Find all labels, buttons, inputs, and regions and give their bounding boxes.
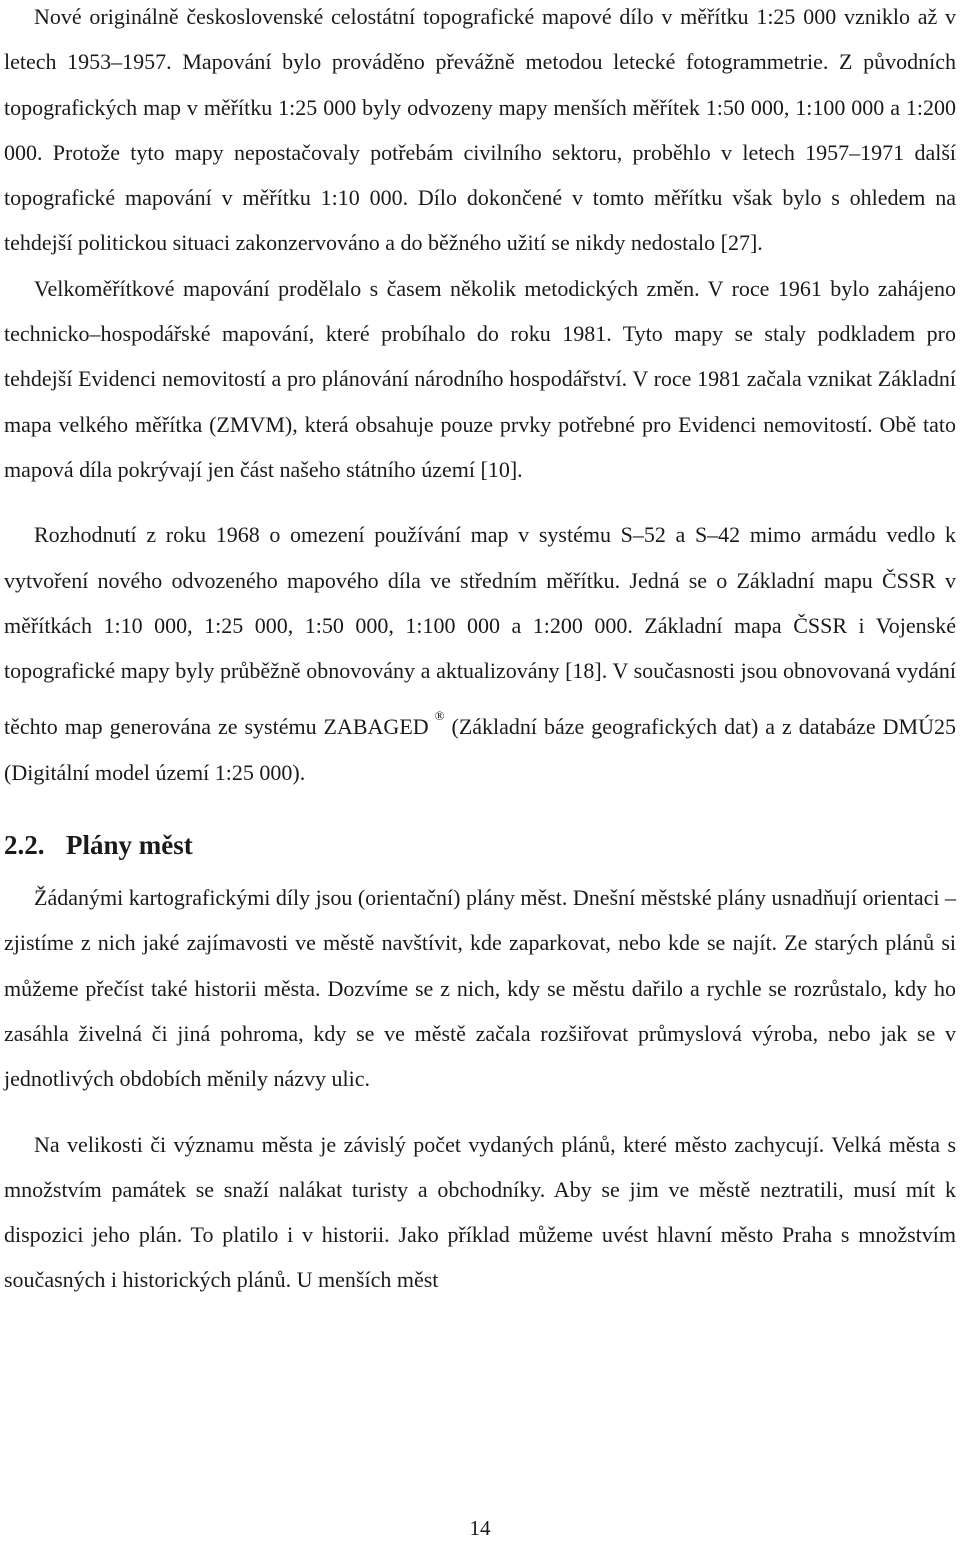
paragraph-zabaged-text-before: Rozhodnutí z roku 1968 o omezení používání map v systému S–52 a S–42 mimo armádu vedlo k vytvoření nového odvozeného mapového díla ve středním měřítku. Jedná se o Základní mapu ČSSR v měřítkách 1:10 000, 1:25 000, 1:50 000, 1:100 000 a 1:200 000. Základní mapa ČSSR i Vojenské topografické mapy byly průběžně obnovovány a aktualizovány [18]. V současnosti jsou obnovovaná vydání těchto map generována ze systému ZABAGED xyxy=(4,522,956,740)
section-number: 2.2. xyxy=(4,830,45,861)
registered-mark: ® xyxy=(434,708,445,724)
section-title: Plány měst xyxy=(66,830,193,861)
document-page xyxy=(4,0,956,1303)
paragraph-city-plans: Žádanými kartografickými díly jsou (orientační) plány měst. Dnešní městské plány usnadňují orientaci – zjistíme z nich jaké zajímavosti ve městě navštívit, kde zaparkovat, nebo kde se najít. Ze starých plánů si můžeme přečíst také historii města. Dozvíme se z nich, kdy se městu dařilo a rychle se rozrůstalo, kdy ho zasáhla živelná či jiná pohroma, kdy se ve městě začala rozšiřovat průmyslová výroba, nebo jak se v jednotlivých obdobích měnily názvy ulic. xyxy=(4,885,956,1092)
section-heading xyxy=(4,823,956,867)
paragraph-zabaged xyxy=(4,512,956,795)
paragraph-zabaged-text-after: (Základní báze geografických dat) a z databáze DMÚ25 (Digitální model území 1:25 000). xyxy=(4,714,957,785)
paragraph-city-size: Na velikosti či významu města je závislý počet vydaných plánů, které město zachycují. Velká města s množstvím památek se snaží nalákat turisty a obchodníky. Aby se jim ve městě neztratili, musí mít k dispozici jeho plán. To platilo i v historii. Jako příklad můžeme uvést hlavní město Praha s množstvím současných i historických plánů. U menších měst xyxy=(4,1131,956,1293)
paragraph-large-scale-mapping: Velkoměřítkové mapování prodělalo s časem několik metodických změn. V roce 1961 bylo zahájeno technicko–hospodářské mapování, které probíhalo do roku 1981. Tyto mapy se staly podkladem pro tehdejší Evidenci nemovitostí a pro plánování národního hospodářství. V roce 1981 začala vznikat Základní mapa velkého měřítka (ZMVM), která obsahuje pouze prvky potřebné pro Evidenci nemovitostí. Obě tato mapová díla pokrývají jen část našeho státního území [10]. xyxy=(4,275,956,482)
page-number: 14 xyxy=(469,1516,491,1540)
paragraph-topographic-mapping: Nové originálně československé celostátní topografické mapové dílo v měřítku 1:25 000 vzniklo až v letech 1953–1957. Mapování bylo prováděno převážně metodou letecké fotogrammetrie. Z původních topografických map v měřítku 1:25 000 byly odvozeny mapy menších měřítek 1:50 000, 1:100 000 a 1:200 000. Protože tyto mapy nepostačovaly potřebám civilního sektoru, proběhlo v letech 1957–1971 další topografické mapování v měřítku 1:10 000. Dílo dokončené v tomto měřítku však bylo s ohledem na tehdejší politickou situaci zakonzervováno a do běžného užití se nikdy nedostalo [27]. xyxy=(4,4,956,256)
